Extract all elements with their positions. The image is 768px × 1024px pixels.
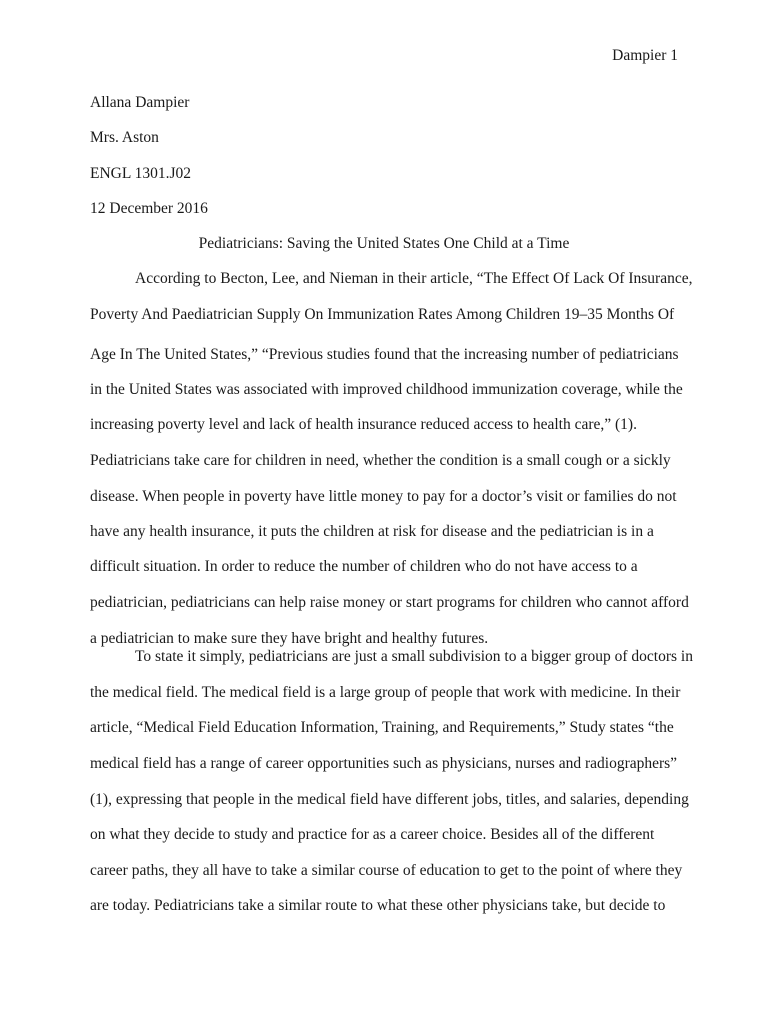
body-line-17: on what they decide to study and practice for as a career choice. Besides all of the different xyxy=(90,826,655,843)
submission-date: 12 December 2016 xyxy=(90,200,208,217)
body-line-19: are today. Pediatricians take a similar route to what these other physicians take, but decide to xyxy=(90,897,666,914)
course-code: ENGL 1301.J02 xyxy=(90,165,192,182)
body-line-11: a pediatrician to make sure they have bright and healthy futures. xyxy=(90,630,489,647)
body-line-4: in the United States was associated with improved childhood immunization coverage, while the xyxy=(90,381,683,398)
body-line-15: medical field has a range of career opportunities such as physicians, nurses and radiographers” xyxy=(90,755,678,772)
paper-title: Pediatricians: Saving the United States One Child at a Time xyxy=(198,235,570,252)
body-line-14: article, “Medical Field Education Information, Training, and Requirements,” Study states “the xyxy=(90,719,674,736)
body-line-13: the medical field. The medical field is a large group of people that work with medicine. In their xyxy=(90,684,681,701)
body-line-5: increasing poverty level and lack of health insurance reduced access to health care,” (1). xyxy=(90,416,637,433)
body-line-10: pediatrician, pediatricians can help raise money or start programs for children who cannot afford xyxy=(90,594,689,611)
body-line-12: To state it simply, pediatricians are just a small subdivision to a bigger group of doctors in xyxy=(135,648,693,665)
body-line-2: Poverty And Paediatrician Supply On Immunization Rates Among Children 19–35 Months Of xyxy=(90,306,675,323)
body-line-1: According to Becton, Lee, and Nieman in their article, “The Effect Of Lack Of Insurance, xyxy=(135,270,693,287)
body-line-8: have any health insurance, it puts the children at risk for disease and the pediatrician is in a xyxy=(90,523,654,540)
body-line-18: career paths, they all have to take a similar course of education to get to the point of where they xyxy=(90,862,683,879)
body-line-3: Age In The United States,” “Previous studies found that the increasing number of pediatricians xyxy=(90,346,679,363)
body-line-7: disease. When people in poverty have little money to pay for a doctor’s visit or families do not xyxy=(90,488,677,505)
body-line-16: (1), expressing that people in the medical field have different jobs, titles, and salaries, depending xyxy=(90,791,689,808)
running-head: Dampier 1 xyxy=(612,47,678,64)
author-name: Allana Dampier xyxy=(90,94,190,111)
body-line-6: Pediatricians take care for children in need, whether the condition is a small cough or a sickly xyxy=(90,452,671,469)
body-line-9: difficult situation. In order to reduce the number of children who do not have access to a xyxy=(90,558,638,575)
instructor-name: Mrs. Aston xyxy=(90,129,159,146)
